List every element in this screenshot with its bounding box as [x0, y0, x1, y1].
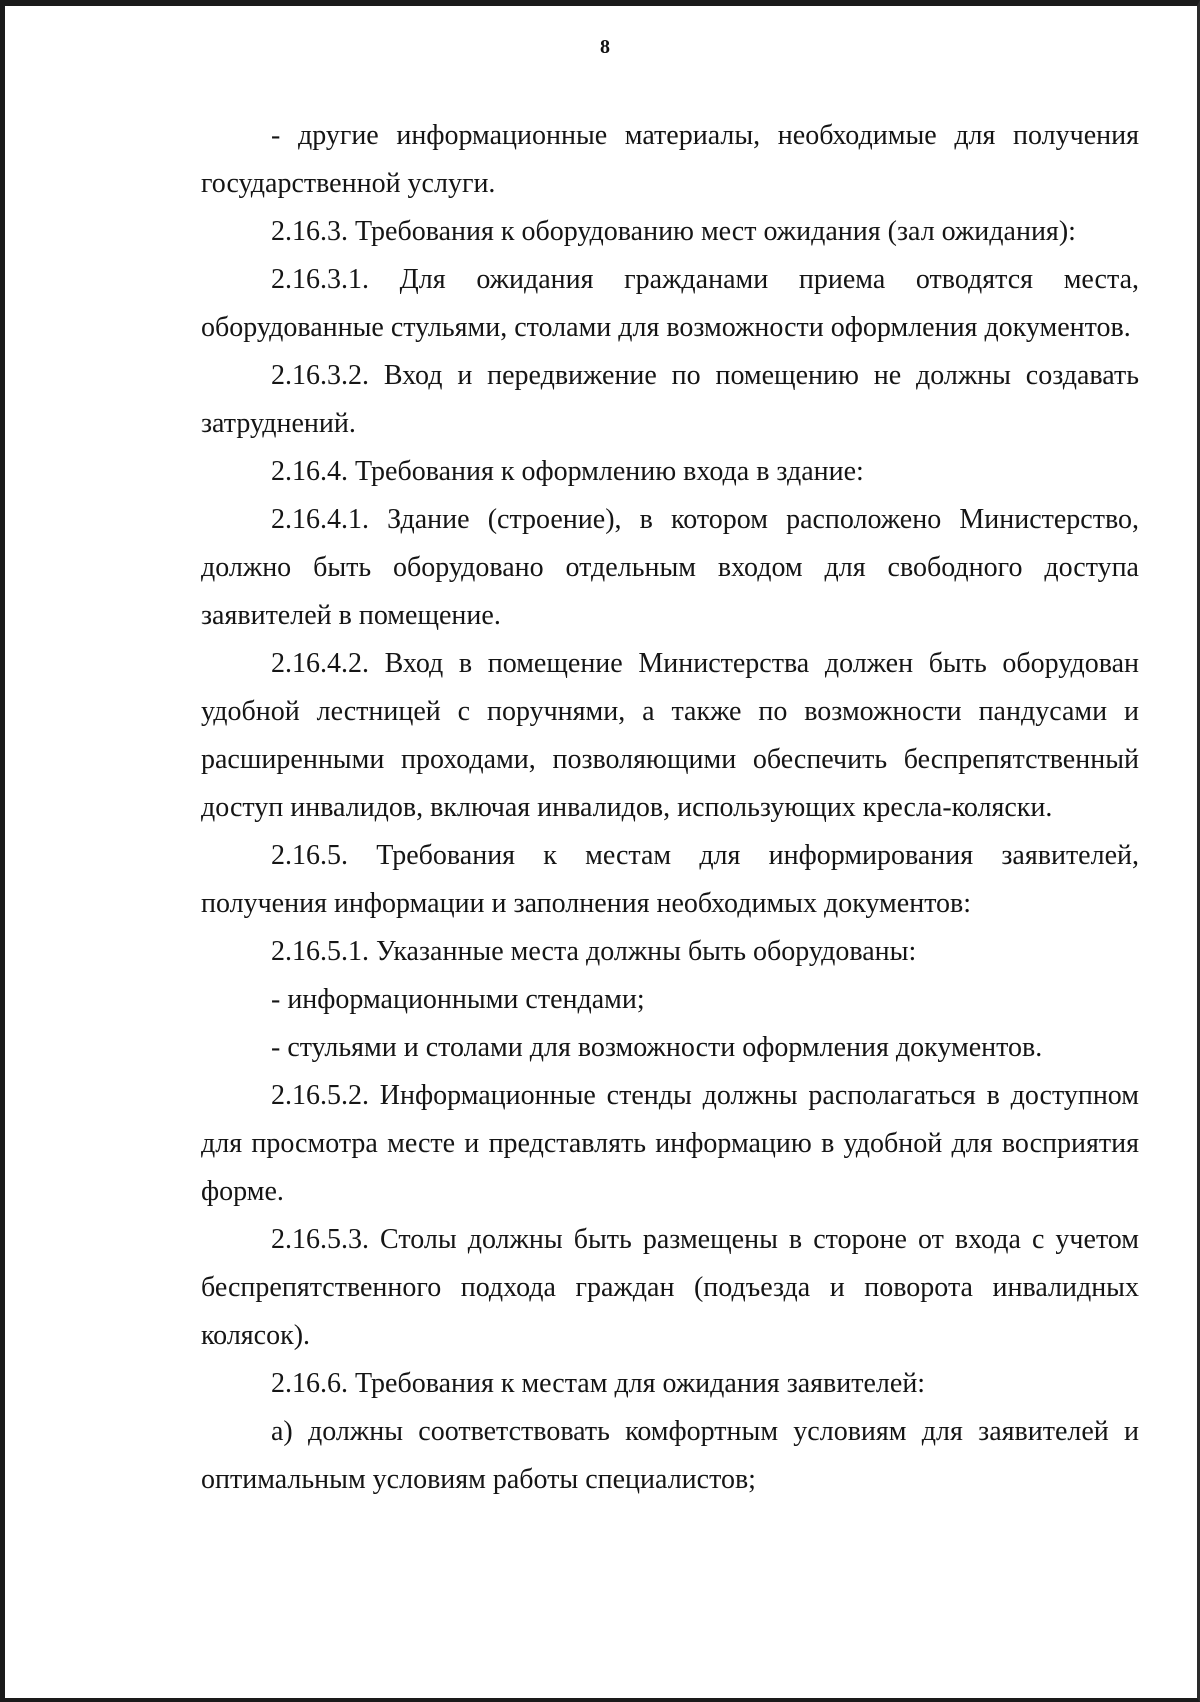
paragraph-2-16-3: 2.16.3. Требования к оборудованию мест ожидания (зал ожидания):: [271, 216, 1076, 247]
list-item-chairs-tables: - стульями и столами для возможности оформления документов.: [271, 1032, 1043, 1063]
paragraph-2-16-5-1: 2.16.5.1. Указанные места должны быть оборудованы:: [271, 936, 917, 967]
paragraph-2-16-5: 2.16.5. Требования к местам для информирования заявителей, получения информации и заполнения необходимых документов:: [201, 840, 1139, 919]
paragraph-2-16-5-3: 2.16.5.3. Столы должны быть размещены в стороне от входа с учетом беспрепятственного подхода граждан (подъезда и поворота инвалидных колясок).: [201, 1224, 1139, 1351]
paragraph-2-16-4-1: 2.16.4.1. Здание (строение), в котором расположено Министерство, должно быть оборудовано отдельным входом для свободного доступа заявителей в помещение.: [201, 504, 1139, 631]
document-body: [201, 112, 1139, 1504]
paragraph-2-16-4: 2.16.4. Требования к оформлению входа в здание:: [271, 456, 864, 487]
paragraph-2-16-4-2: 2.16.4.2. Вход в помещение Министерства должен быть оборудован удобной лестницей с поручнями, а также по возможности пандусами и расширенными проходами, позволяющими обеспечить беспрепятственный доступ инвалидов, включая инвалидов, использующих кресла-коляски.: [201, 648, 1139, 823]
paragraph-2-16-6-a: а) должны соответствовать комфортным условиям для заявителей и оптимальным условиям работы специалистов;: [201, 1416, 1139, 1495]
paragraph-2-16-3-2: 2.16.3.2. Вход и передвижение по помещению не должны создавать затруднений.: [201, 360, 1139, 439]
list-item-info-stands: - информационными стендами;: [271, 984, 645, 1015]
page-number: 8: [600, 36, 610, 58]
paragraph-2-16-6: 2.16.6. Требования к местам для ожидания заявителей:: [271, 1368, 926, 1399]
paragraph-info-materials: - другие информационные материалы, необходимые для получения государственной услуги.: [201, 120, 1139, 199]
paragraph-2-16-3-1: 2.16.3.1. Для ожидания гражданами приема отводятся места, оборудованные стульями, столами для возможности оформления документов.: [201, 264, 1139, 343]
paragraph-2-16-5-2: 2.16.5.2. Информационные стенды должны располагаться в доступном для просмотра месте и представлять информацию в удобной для восприятия форме.: [201, 1080, 1139, 1207]
